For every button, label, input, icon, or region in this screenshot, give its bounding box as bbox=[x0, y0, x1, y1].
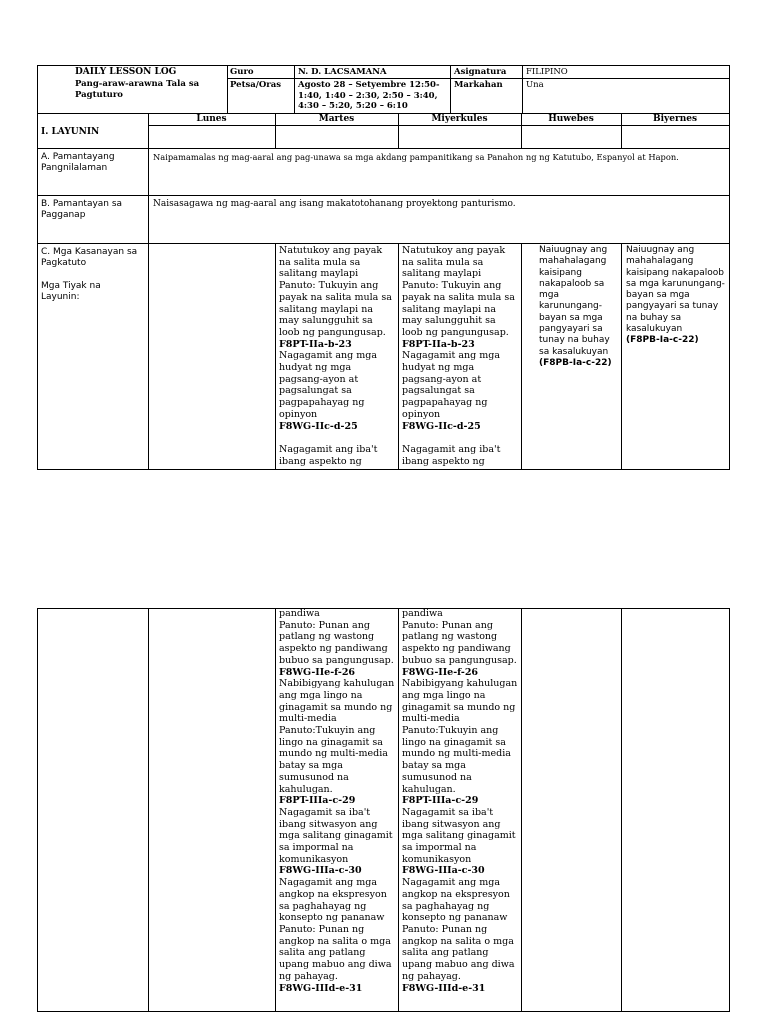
doc-title: DAILY LESSON LOG bbox=[75, 67, 177, 77]
competency-code: (F8PB-Ia-c-22) bbox=[539, 357, 612, 368]
tiyak-label: Mga Tiyak na Layunin: bbox=[41, 281, 104, 302]
objective-text: Panuto: Punan ng angkop na salita o mga salita ang patlang upang mabuo ang diwa ng pahayag. bbox=[402, 923, 515, 982]
kasanayan-label: C. Mga Kasanayan sa Pagkatuto bbox=[41, 247, 141, 268]
competency-code: F8WG-IIIa-c-30 bbox=[279, 865, 362, 877]
objective-text: Nagagamit ang iba't ibang aspekto ng bbox=[279, 443, 378, 467]
pagganap-label: B. Pamantayan sa Pagganap bbox=[41, 199, 125, 220]
martes-objectives-cell bbox=[279, 245, 396, 467]
pamantayang-text: Naipamamalas ng mag-aaral ang pag-unawa sa mga akdang pampanitikang sa Panahon ng ng Katutubo, Espanyol at Hapon. bbox=[153, 152, 679, 162]
doc-subtitle: Pang-araw-arawna Tala sa Pagtuturo bbox=[75, 79, 203, 100]
pagganap-text: Naisasagawa ng mag-aaral ang isang makatotohanang proyektong panturismo. bbox=[153, 199, 516, 209]
objective-text: Nagagamit ang mga hudyat ng mga pagsang-ayon at pagsalungat sa pagpapahayag ng opinyon bbox=[279, 350, 377, 420]
petsa-value: Agosto 28 – Setyembre 12:50- 1:40, 1:40 – 2:30, 2:50 – 3:40, 4:30 – 5:20, 5:20 – 6:10 bbox=[298, 80, 443, 111]
competency-code: F8WG-IIId-e-31 bbox=[279, 982, 363, 994]
objective-text: Nagagamit ang mga angkop na ekspresyon sa paghahayag ng konsepto ng pananaw bbox=[279, 877, 387, 924]
competency-code: F8PT-IIIa-c-29 bbox=[402, 795, 479, 807]
competency-code: F8WG-IIIa-c-30 bbox=[402, 865, 485, 877]
guro-label: Guro bbox=[230, 67, 254, 77]
biyernes-objectives-cell bbox=[626, 245, 728, 347]
layunin-heading: I. LAYUNIN bbox=[41, 127, 100, 137]
objective-text: Nagagamit sa iba't ibang sitwasyon ang mga salitang ginagamit sa impormal na komunikasyon bbox=[279, 806, 393, 865]
competency-code: F8WG-IIc-d-25 bbox=[279, 420, 358, 432]
competency-code: F8PT-IIa-b-23 bbox=[402, 338, 475, 350]
pamantayang-label: A. Pamantayang Pangnilalaman bbox=[41, 152, 118, 173]
objective-text: Panuto: Tukuyin ang payak na salita mula sa salitang maylapi na may salungguhit sa loob ng pangungusap. bbox=[402, 280, 515, 338]
competency-code: F8WG-IIc-d-25 bbox=[402, 420, 481, 432]
competency-code: F8WG-IIe-f-26 bbox=[279, 666, 356, 678]
objective-text: Naiuugnay ang mahahalagang kaisipang nakapaloob sa mga karunungang-bayan sa mga pangyayari sa tunay na buhay sa kasalukuyan bbox=[539, 245, 610, 357]
day-header-miyerkules: Miyerkules bbox=[431, 114, 488, 124]
objective-text: Panuto: Punan ang patlang ng wastong aspekto ng pandiwang bubuo sa pangungusap. bbox=[279, 619, 394, 666]
day-header-huwebes: Huwebes bbox=[548, 114, 594, 124]
martes-continued-cell bbox=[279, 608, 396, 994]
competency-code: F8PT-IIIa-c-29 bbox=[279, 795, 356, 807]
objective-text: Panuto:Tukuyin ang lingo na ginagamit sa mundo ng multi-media batay sa mga sumusunod na kahulugan. bbox=[279, 725, 388, 795]
huwebes-objectives-cell bbox=[539, 245, 621, 369]
objective-text: Nagagamit ang iba't ibang aspekto ng bbox=[402, 443, 501, 467]
objective-text: Panuto:Tukuyin ang lingo na ginagamit sa mundo ng multi-media batay sa mga sumusunod na kahulugan. bbox=[402, 725, 511, 795]
competency-code: (F8PB-Ia-c-22) bbox=[626, 335, 699, 346]
asignatura-label: Asignatura bbox=[454, 67, 507, 77]
objective-text: Nagagamit ang mga angkop na ekspresyon sa paghahayag ng konsepto ng pananaw bbox=[402, 877, 510, 924]
day-header-biyernes: Biyernes bbox=[652, 114, 698, 124]
objective-text: Panuto: Punan ang patlang ng wastong aspekto ng pandiwang bubuo sa pangungusap. bbox=[402, 619, 517, 666]
objective-text: Panuto: Punan ng angkop na salita o mga salita ang patlang upang mabuo ang diwa ng pahayag. bbox=[279, 923, 392, 982]
asignatura-value: FILIPINO bbox=[526, 67, 568, 77]
objective-text: Nabibigyang kahulugan ang mga lingo na ginagamit sa mundo ng multi-media bbox=[279, 678, 395, 725]
markahan-value: Una bbox=[526, 80, 544, 90]
objective-text: pandiwa bbox=[402, 608, 443, 619]
day-header-martes: Martes bbox=[318, 114, 355, 124]
competency-code: F8PT-IIa-b-23 bbox=[279, 338, 352, 350]
miyerkules-objectives-cell bbox=[402, 245, 519, 467]
objective-text: pandiwa bbox=[279, 608, 320, 619]
objective-text: Panuto: Tukuyin ang payak na salita mula sa salitang maylapi na may salungguhit sa loob ng pangungusap. bbox=[279, 280, 392, 338]
objective-text: Naiuugnay ang mahahalagang kaisipang nakapaloob sa mga karunungang-bayan sa mga pangyayari sa tunay na buhay sa kasalukuyan bbox=[626, 245, 725, 335]
markahan-label: Markahan bbox=[454, 80, 503, 90]
objective-text: Nagagamit ang mga hudyat ng mga pagsang-ayon at pagsalungat sa pagpapahayag ng opinyon bbox=[402, 350, 500, 420]
spacer bbox=[402, 432, 519, 444]
competency-code: F8WG-IIe-f-26 bbox=[402, 666, 479, 678]
guro-value: N. D. LACSAMANA bbox=[298, 67, 387, 77]
competency-code: F8WG-IIId-e-31 bbox=[402, 982, 486, 994]
objective-text: Natutukoy ang payak na salita mula sa salitang maylapi bbox=[402, 245, 506, 280]
objective-text: Nagagamit sa iba't ibang sitwasyon ang mga salitang ginagamit sa impormal na komunikasyon bbox=[402, 806, 516, 865]
spacer bbox=[279, 432, 396, 444]
objective-text: Natutukoy ang payak na salita mula sa salitang maylapi bbox=[279, 245, 383, 280]
petsa-label: Petsa/Oras bbox=[230, 80, 282, 90]
objective-text: Nabibigyang kahulugan ang mga lingo na ginagamit sa mundo ng multi-media bbox=[402, 678, 518, 725]
miyerkules-continued-cell bbox=[402, 608, 519, 994]
day-header-lunes: Lunes bbox=[196, 114, 227, 124]
